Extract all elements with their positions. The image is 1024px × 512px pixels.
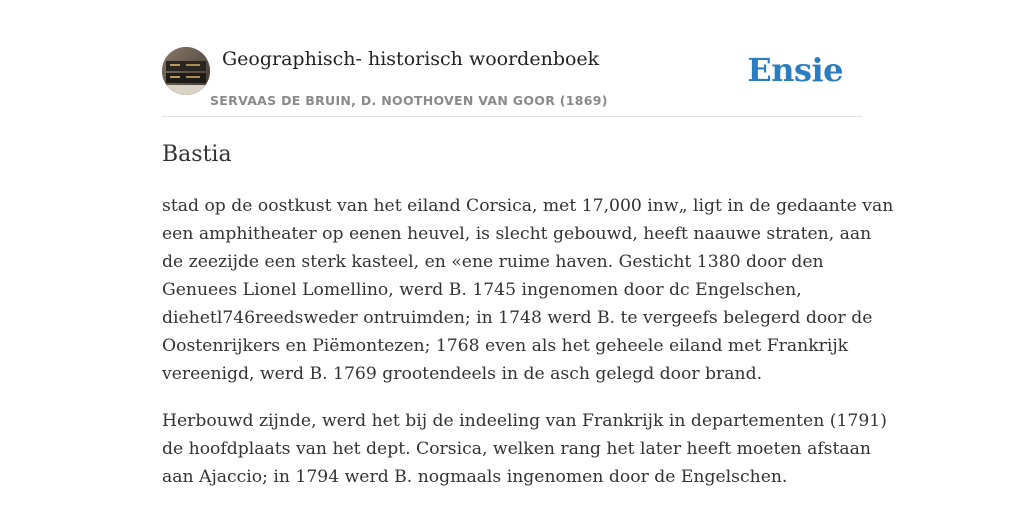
- entry-body: [162, 192, 894, 510]
- entry-title: Bastia: [162, 142, 232, 167]
- text-line: stad op de oostkust van het eiland Corsica, met 17,000 inw„ ligt in de gedaante van: [162, 196, 894, 216]
- book-cover-image: [162, 47, 210, 95]
- ensie-logo-link[interactable]: Ensie: [747, 51, 843, 89]
- text-line: de zeezijde een sterk kasteel, en «ene ruime haven. Gesticht 1380 door den: [162, 252, 824, 272]
- text-line: Genuees Lionel Lomellino, werd B. 1745 ingenomen door dc Engelschen,: [162, 280, 802, 300]
- text-line: Oostenrijkers en Piëmontezen; 1768 even als het geheele eiland met Frankrijk: [162, 336, 849, 356]
- book-title-link[interactable]: Geographisch- historisch woordenboek: [222, 48, 600, 70]
- text-line: de hoofdplaats van het dept. Corsica, welken rang het later heeft moeten afstaan: [162, 439, 871, 459]
- book-author: SERVAAS DE BRUIN, D. NOOTHOVEN VAN GOOR (1869): [210, 93, 608, 108]
- text-line: aan Ajaccio; in 1794 werd B. nogmaals ingenomen door de Engelschen.: [162, 467, 788, 487]
- entry-paragraph-1: [162, 192, 894, 388]
- text-line: een amphitheater op eenen heuvel, is slecht gebouwd, heeft naauwe straten, aan: [162, 224, 872, 244]
- header: [162, 44, 862, 117]
- book-cover-avatar[interactable]: [162, 47, 210, 95]
- text-line: Herbouwd zijnde, werd het bij de indeeling van Frankrijk in departementen (1791): [162, 411, 887, 431]
- entry-paragraph-2: [162, 407, 887, 491]
- text-line: diehetl746reedsweder ontruimden; in 1748 werd B. te vergeefs belegerd door de: [162, 308, 873, 328]
- text-line: vereenigd, werd B. 1769 grootendeels in de asch gelegd door brand.: [162, 364, 763, 384]
